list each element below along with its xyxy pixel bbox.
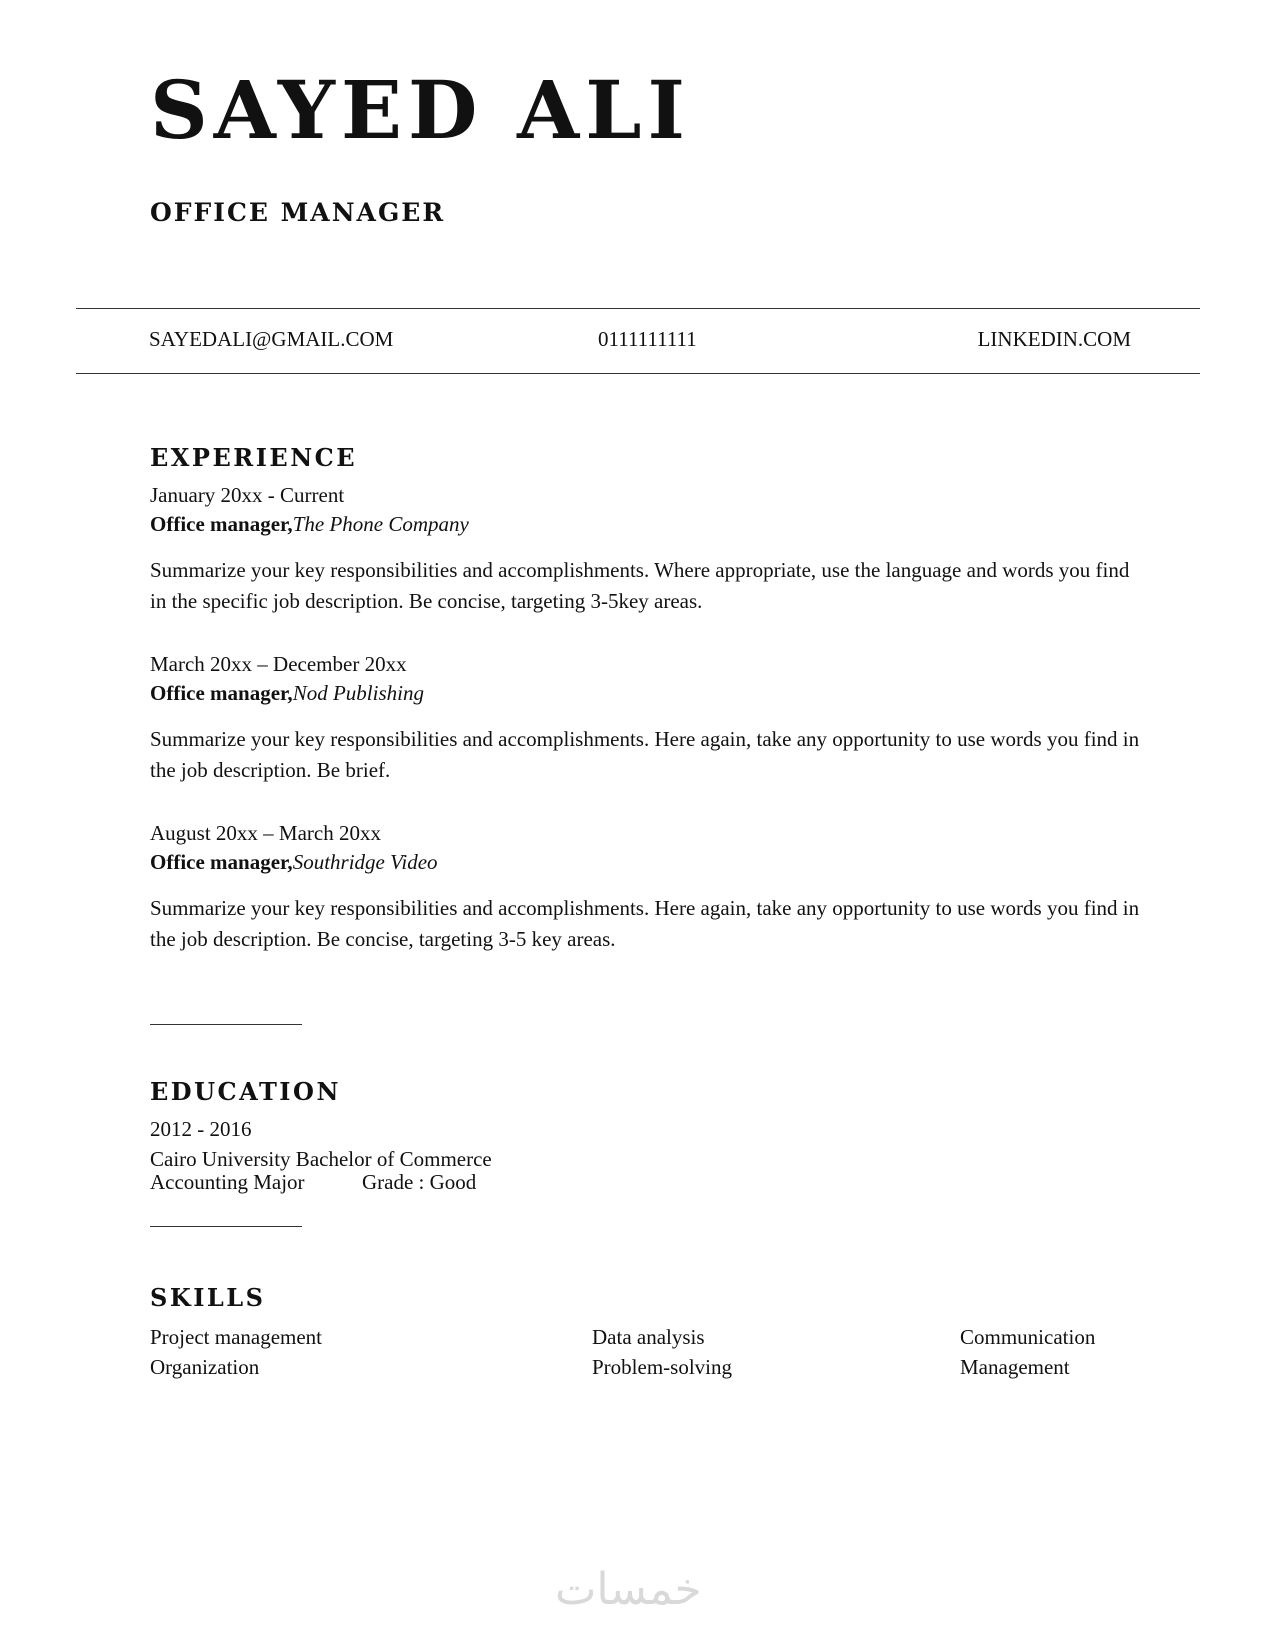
job-company: Southridge Video [292, 850, 438, 874]
contact-email[interactable]: SAYEDALI@GMAIL.COM [149, 327, 394, 351]
candidate-name: SAYED ALI [150, 63, 691, 157]
job-dates: March 20xx – December 20xx [150, 652, 407, 676]
job-description: Summarize your key responsibilities and accomplishments. Here again, take any opportunity to use words you find in the job description. Be concise, targeting 3-5 key areas. [150, 896, 1140, 951]
education-grade: Grade : Good [362, 1170, 477, 1194]
skills-heading: SKILLS [150, 1283, 266, 1312]
job-role-line [150, 852, 438, 873]
education-years: 2012 - 2016 [150, 1117, 252, 1141]
section-divider [150, 1226, 302, 1227]
watermark-logo: خمسات [555, 1564, 702, 1615]
skill-item: Organization [150, 1355, 260, 1379]
job-role: Office manager, [150, 681, 293, 705]
job-title: OFFICE MANAGER [150, 198, 446, 227]
contact-phone[interactable]: 0111111111 [598, 327, 697, 351]
skill-item: Management [960, 1355, 1070, 1379]
job-role: Office manager, [150, 512, 293, 536]
contact-linkedin[interactable]: LINKEDIN.COM [977, 327, 1131, 351]
job-dates: August 20xx – March 20xx [150, 821, 381, 845]
skill-item: Project management [150, 1325, 323, 1349]
job-company: Nod Publishing [292, 681, 424, 705]
experience-heading: EXPERIENCE [150, 443, 358, 472]
job-description: Summarize your key responsibilities and accomplishments. Where appropriate, use the language and words you find in the specific job description. Be concise, targeting 3-5key areas. [150, 558, 1130, 613]
contact-bar [76, 308, 1200, 374]
job-role-line [150, 514, 469, 535]
education-degree: Cairo University Bachelor of Commerce [150, 1147, 492, 1171]
job-company: The Phone Company [292, 512, 469, 536]
education-major: Accounting Major [150, 1170, 305, 1194]
skill-item: Communication [960, 1325, 1096, 1349]
skill-item: Problem-solving [592, 1355, 732, 1379]
education-heading: EDUCATION [150, 1077, 341, 1106]
job-dates: January 20xx - Current [150, 483, 345, 507]
job-description: Summarize your key responsibilities and accomplishments. Here again, take any opportunity to use words you find in the job description. Be brief. [150, 727, 1140, 782]
skill-item: Data analysis [592, 1325, 705, 1349]
section-divider [150, 1024, 302, 1025]
job-role: Office manager, [150, 850, 293, 874]
job-role-line [150, 683, 424, 704]
